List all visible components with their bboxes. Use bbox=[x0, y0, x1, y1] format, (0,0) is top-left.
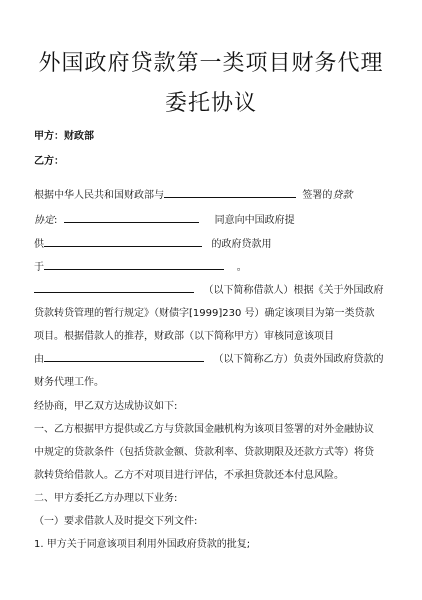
paragraph-line: 项目。根据借款人的推荐，财政部（以下简称甲方）审核同意该项目 bbox=[34, 331, 334, 342]
paragraph-line: 根据中华人民共和国财政部与 签署的贷款 bbox=[34, 190, 353, 201]
paragraph-line: 中规定的贷款条件（包括贷款金额、贷款利率、贷款期限及还款方式等）将贷 bbox=[34, 447, 374, 458]
blank-line bbox=[64, 213, 199, 223]
title-line-1: 外国政府贷款第一类项目财务代理 bbox=[38, 51, 384, 76]
blank-line bbox=[164, 188, 296, 198]
blank-line bbox=[44, 352, 204, 362]
party-a: 甲方：财政部 bbox=[34, 131, 94, 142]
paragraph-line: 财务代理工作。 bbox=[34, 377, 104, 388]
paragraph-line: 供 的政府贷款用 bbox=[34, 239, 272, 250]
title-line-2: 委托协议 bbox=[164, 91, 257, 116]
party-b: 乙方： bbox=[34, 156, 64, 167]
paragraph-line: 由 （以下简称乙方）负责外国政府贷款的 bbox=[34, 354, 384, 365]
paragraph-line: （以下简称借款人）根据《关于外国政府 bbox=[34, 281, 384, 296]
paragraph-line: 协定: 同意向中国政府提 bbox=[34, 215, 295, 226]
blank-line bbox=[44, 237, 202, 247]
paragraph-line: 于 。 bbox=[34, 262, 247, 273]
paragraph-line: 一、乙方根据甲方提供或乙方与贷款国金融机构为该项目签署的对外金融协议 bbox=[34, 424, 374, 435]
paragraph-line: 贷款转贷管理的暂行规定》（财债字[1999]230 号）确定该项目为第一类贷款 bbox=[34, 308, 375, 319]
paragraph-line: 1. 甲方关于同意该项目利用外国政府贷款的批复; bbox=[34, 539, 251, 550]
blank-line bbox=[44, 260, 224, 270]
paragraph-line: （一）要求借款人及时提交下列文件: bbox=[34, 516, 198, 527]
paragraph-line: 款转贷给借款人。乙方不对项目进行评估，不承担贷款还本付息风险。 bbox=[34, 470, 344, 481]
blank-line bbox=[34, 283, 194, 293]
paragraph-line: 二、甲方委托乙方办理以下业务: bbox=[34, 493, 178, 504]
paragraph-line: 经协商，甲乙双方达成协议如下: bbox=[34, 401, 178, 412]
